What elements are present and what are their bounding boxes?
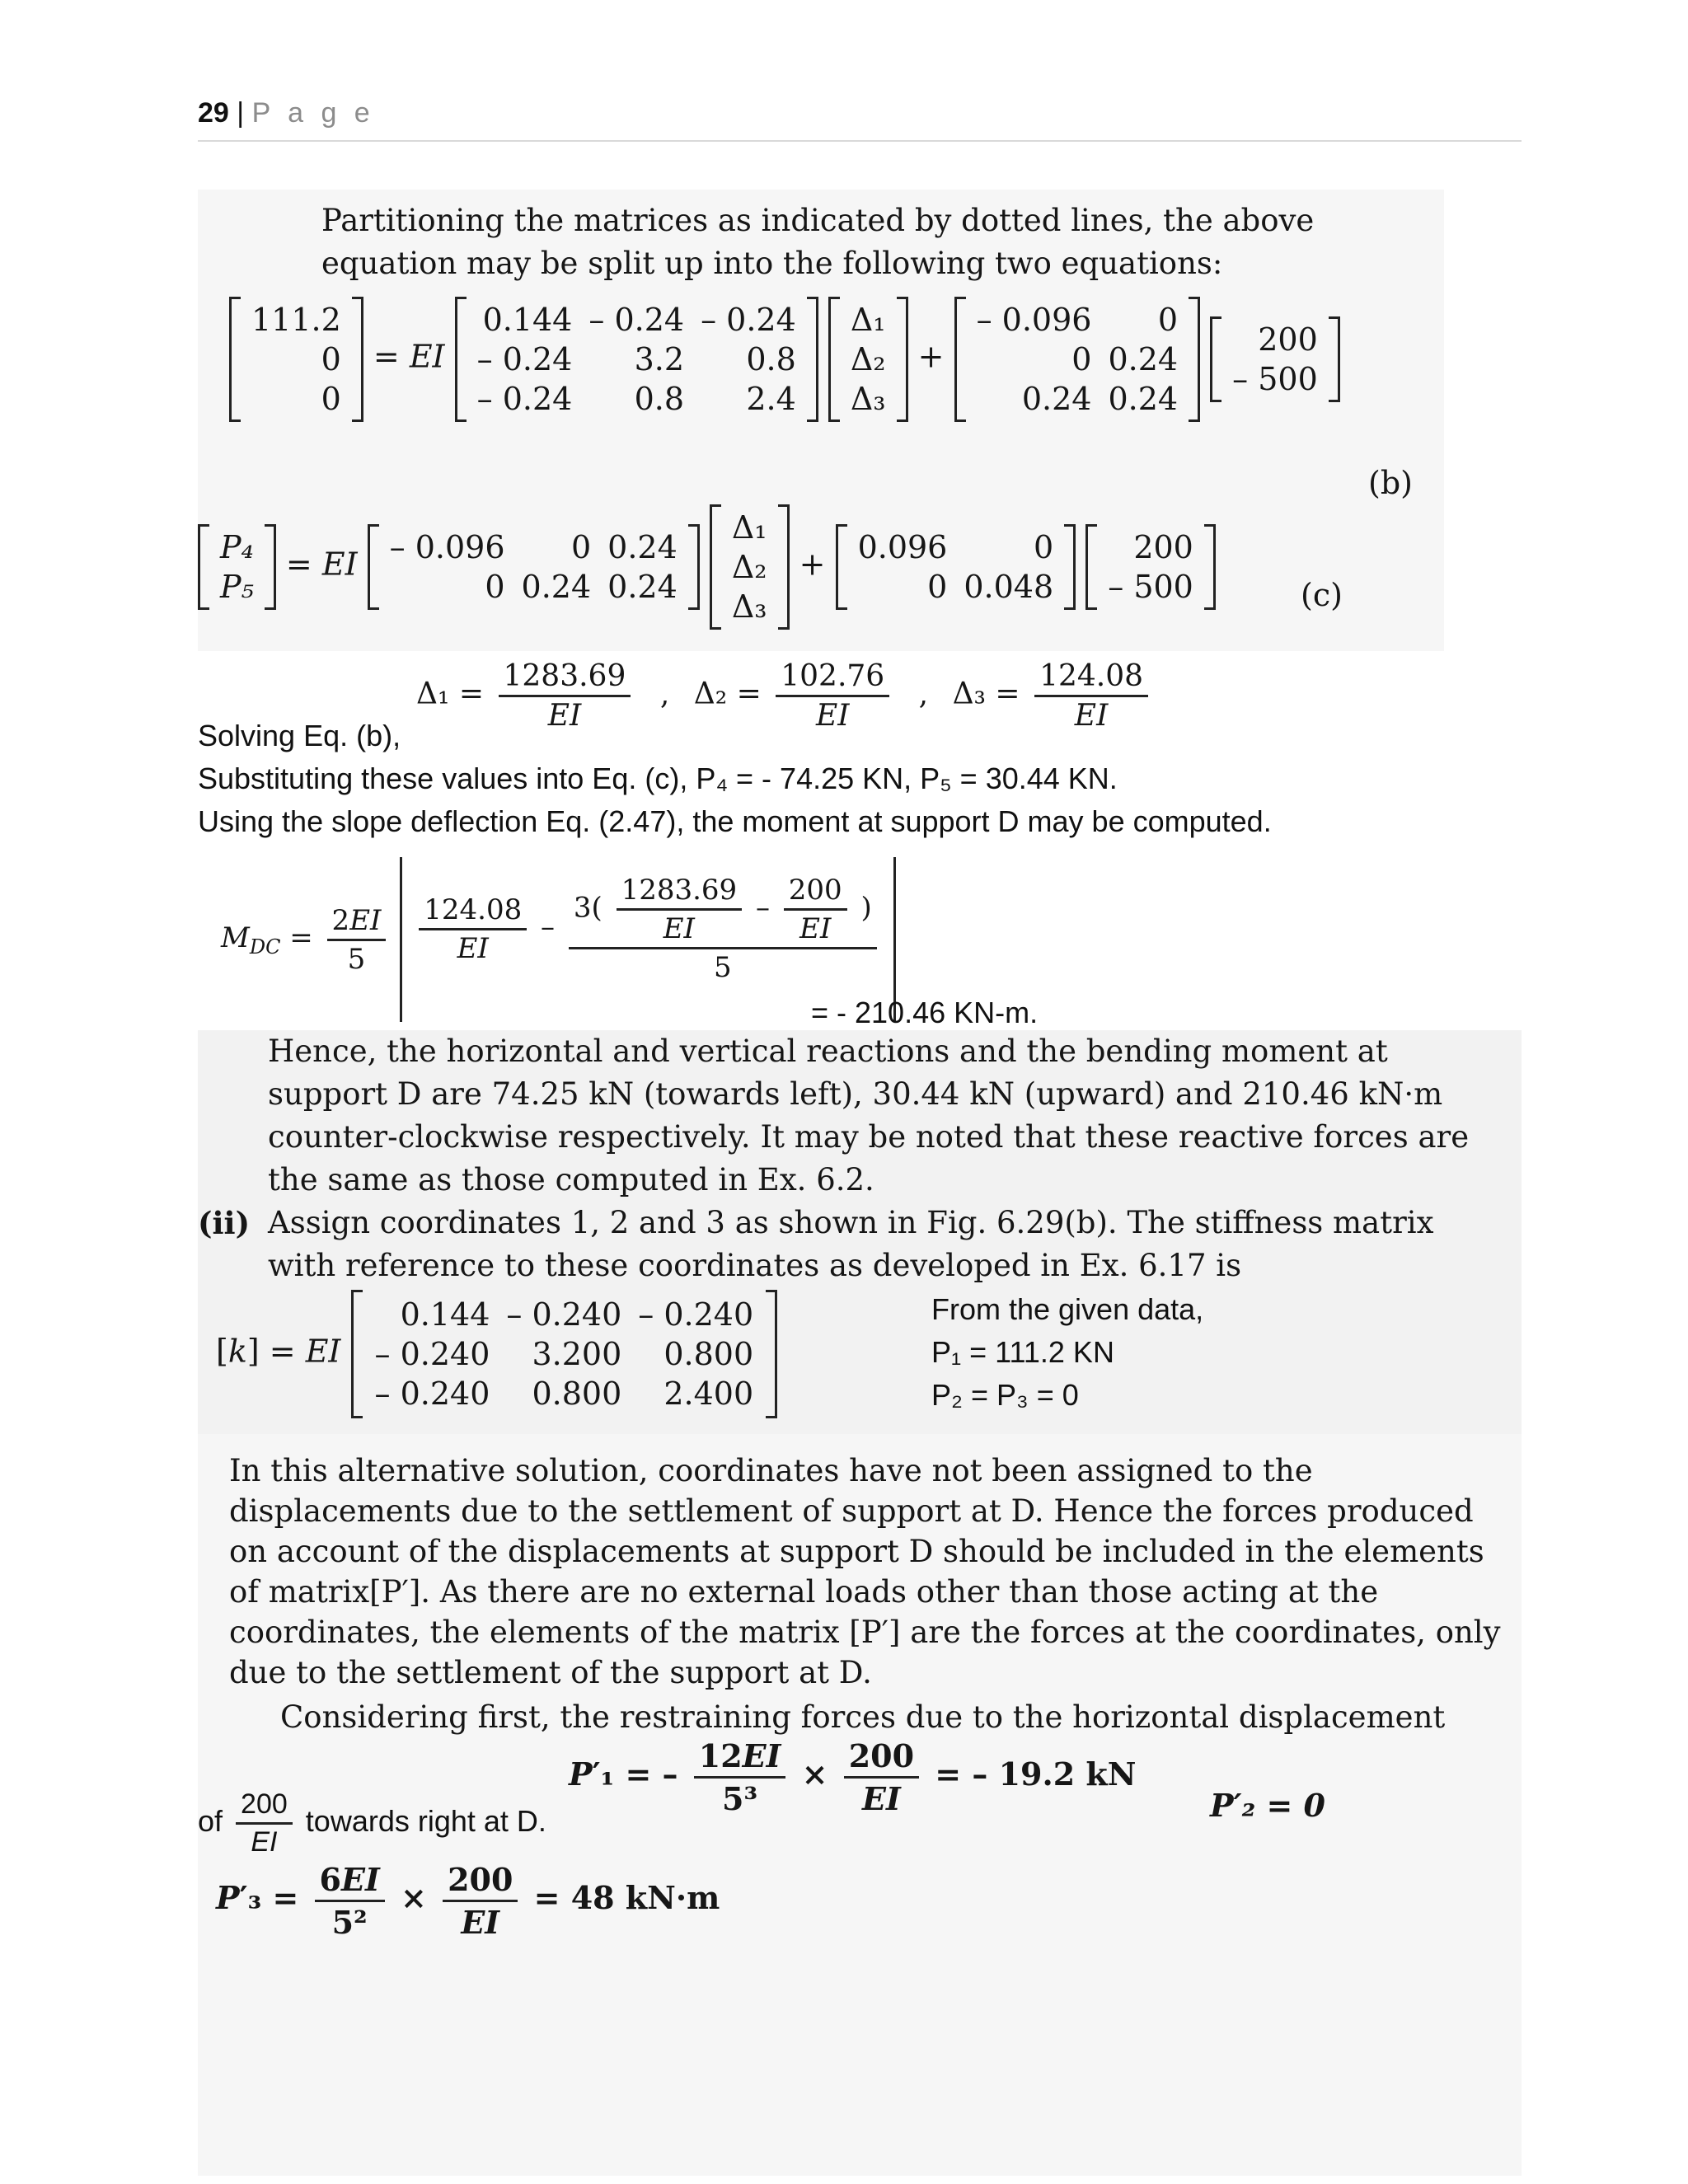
eq-b-lhs-matrix: 111.2 0 0 [229, 297, 363, 422]
considering-paragraph: Considering first, the restraining forces due to the horizontal displacement [280, 1699, 1446, 1735]
part-ii-label: (ii) [198, 1205, 251, 1241]
page-number: 29 [198, 97, 229, 129]
stiffness-matrix-equation: [k] = EI 0.144 – 0.240 – 0.240 – 0.240 3.200 0.800 – 0.240 0.800 2.400 [216, 1290, 777, 1418]
p1-prime-equation: P′₁ = – $\frac{12EI}{\text{5³}}$ × $\frac{200}{EI}$ = – 19.2 kN [569, 1737, 1137, 1817]
page-header [198, 97, 1522, 142]
eq-b-second-matrix: – 0.096 0 0 0.24 0.24 0.24 [954, 297, 1200, 422]
eq-b-label: (b) [1368, 465, 1413, 501]
eq-c-lhs-matrix: P₄ P₅ [198, 524, 276, 610]
alternative-solution-paragraph: In this alternative solution, coordinates have not been assigned to the displacements due to the settlement of support at D. Hence the forces produced on account of the displacements at support D should be included in the elements of matrix[P′]. As there are no external loads other than those acting at the coordinates, the elements of the matrix [P′] are the forces at the coordinates, only due to the settlement of the support at D. [229, 1453, 1501, 1690]
towards-line: of $\frac{200}{EI}$ towards right at D. [198, 1788, 546, 1858]
delta-solutions: Δ₁ = $\frac{1283.69}{EI}$ , Δ₂ = $\frac{102.76}{EI}$ , Δ₃ = $\frac{124.08}{EI}$ [416, 659, 1153, 733]
equation-c: P₄ P₅ = EI – 0.096 0 0.24 0 0.24 0.24 Δ₁ Δ₂ Δ₃ + 0.096 0 0 0.048 200 – 500 [198, 504, 1216, 630]
eq-b-stiffness-matrix: 0.144 – 0.24 – 0.24 – 0.24 3.2 0.8 – 0.24 0.8 2.4 [455, 297, 818, 422]
substitution-line: Substituting these values into Eq. (c), P₄ = - 74.25 KN, P₅ = 30.44 KN. [198, 762, 1118, 795]
equation-b: 111.2 0 0 = EI 0.144 – 0.24 – 0.24 – 0.24 3.2 0.8 – 0.24 0.8 2.4 Δ₁ Δ₂ Δ₃ + – 0.096 0 0 0.24 0.24 0.24 200 – 500 [229, 297, 1340, 422]
solving-label: Solving Eq. (b), [198, 719, 401, 752]
given-data-heading: From the given data, [931, 1292, 1204, 1326]
mdc-formula: $M_{DC}$ = $\frac{2EI}{5}$ $\frac{124.08}{EI}$ – 3( $\frac{1283.69}{EI}$ – $\frac{200}{EI}$ ) 5 [221, 857, 896, 1022]
eq-c-displacement-vector: Δ₁ Δ₂ Δ₃ [710, 504, 790, 630]
p3-prime-equation: P′₃ = $\frac{6EI}{\text{5²}}$ × $\frac{200}{EI}$ = 48 kN·m [216, 1861, 720, 1941]
slope-deflection-line: Using the slope deflection Eq. (2.47), the moment at support D may be computed. [198, 804, 1272, 838]
eq-c-label: (c) [1301, 577, 1343, 613]
p2-prime-equation: P′₂ = 0 [1210, 1787, 1325, 1824]
eq-b-displacement-vector: Δ₁ Δ₂ Δ₃ [828, 297, 908, 422]
intro-paragraph: Partitioning the matrices as indicated by dotted lines, the above equation may be split up into the following two equations: [321, 203, 1315, 281]
page-label: P a g e [251, 97, 375, 129]
eq-c-second-matrix: 0.096 0 0 0.048 [836, 524, 1076, 610]
hence-paragraph: Hence, the horizontal and vertical reactions and the bending moment at support D are 74.25 kN (towards left), 30.44 kN (upward) and 210.46 kN·m counter-clockwise respectively. It may be noted that these reactive forces are the same as those computed in Ex. 6.2. [268, 1033, 1470, 1197]
header-separator: | [237, 97, 245, 129]
given-p1: P₁ = 111.2 KN [931, 1335, 1114, 1369]
mdc-result: = - 210.46 KN-m. [811, 996, 1039, 1029]
eq-c-matrix: – 0.096 0 0.24 0 0.24 0.24 [368, 524, 700, 610]
eq-c-settlement-vector: 200 – 500 [1085, 524, 1216, 610]
stiffness-matrix: 0.144 – 0.240 – 0.240 – 0.240 3.200 0.800 – 0.240 0.800 2.400 [351, 1290, 778, 1418]
eq-b-settlement-vector: 200 – 500 [1210, 316, 1340, 402]
part-ii-paragraph: Assign coordinates 1, 2 and 3 as shown in Fig. 6.29(b). The stiffness matrix with reference to these coordinates as developed in Ex. 6.17 is [268, 1205, 1434, 1283]
given-p2-p3: P₂ = P₃ = 0 [931, 1378, 1079, 1412]
